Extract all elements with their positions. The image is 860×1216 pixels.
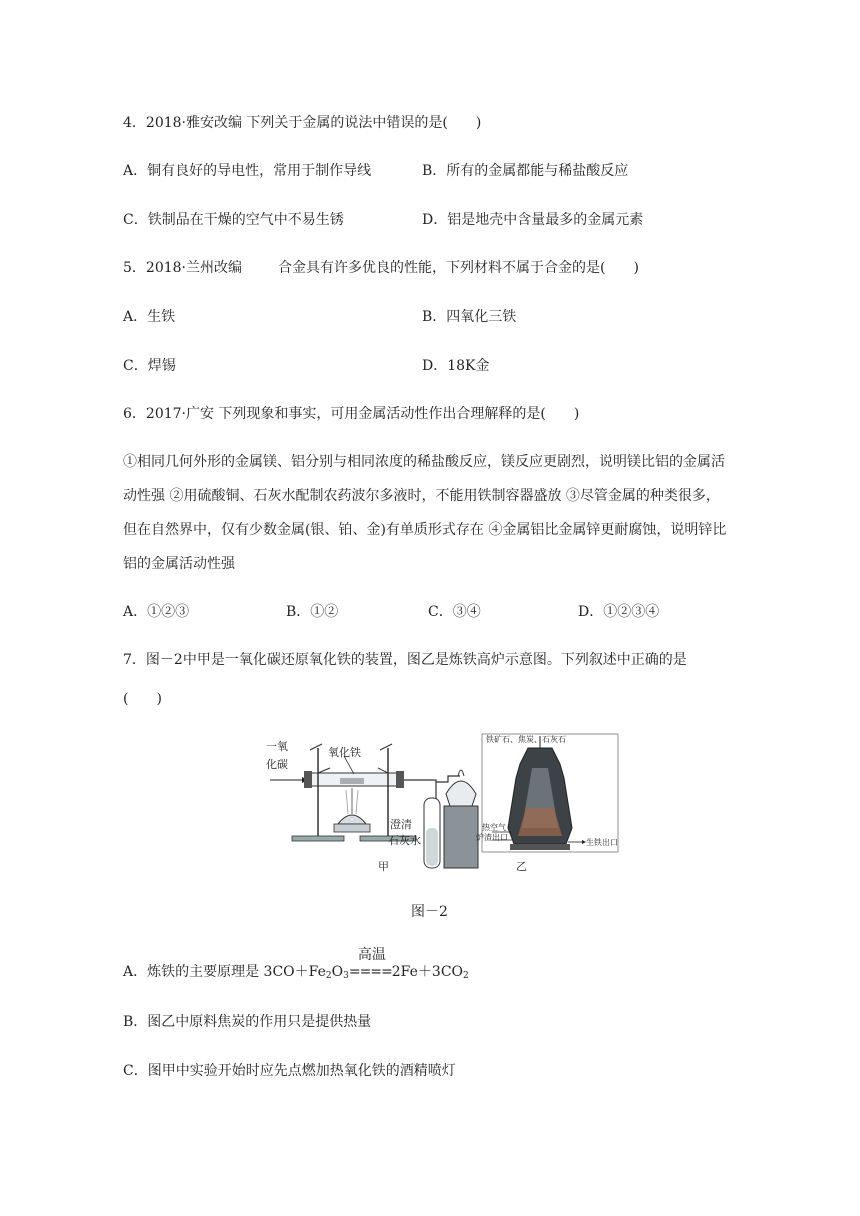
co-reduction-apparatus [270,744,478,868]
q6-statement-4: ④金属铝比金属锌更耐腐蚀，说明锌比铝的金属活动性强 [123,522,727,572]
label-furnace-top: 铁矿石、焦炭、石灰石 [486,735,566,744]
q7-option-b: B．图乙中原料焦炭的作用只是提供热量 [123,1014,372,1030]
q4-option-c: C．铁制品在干燥的空气中不易生锈 [123,212,344,228]
apparatus-figure [260,728,620,874]
label-co-1: 一氧 [266,741,288,753]
q6-option-b: B．①② [286,604,339,620]
q4-stem: 4．2018·雅安改编 下列关于金属的说法中错误的是( ) [123,115,482,131]
q5-option-d: D．18K金 [422,358,490,374]
reaction-condition-label: 高温 [357,947,386,963]
q7-stem-line2: ( ) [123,691,162,707]
q5-source: 5．2018·兰州改编 [123,260,242,276]
q6-statement-2: ②用硫酸铜、石灰水配制农药波尔多液时，不能用铁制容器盛放 [169,488,562,504]
q7-stem-line1: 7．图－2中甲是一氧化碳还原氧化铁的装置，图乙是炼铁高炉示意图。下列叙述中正确的是 [123,652,687,668]
q6-statements [123,445,733,581]
q6-statement-1: ①相同几何外形的金属镁、铝分别与相同浓度的稀盐酸反应，镁反应更剧烈，说明镁比铝的金属活动性强 [123,454,725,504]
figure-caption: 图－2 [411,904,448,920]
q7-option-a: A．炼铁的主要原理是 $3CO+Fe_2O_3$ 高温 $====2Fe+3CO_2$ [123,947,469,981]
q5-text: 合金具有许多优良的性能，下列材料不属于合金的是( ) [278,260,639,276]
q4-option-b: B．所有的金属都能与稀盐酸反应 [422,163,629,179]
reaction-condition: 高温 ==== [349,962,392,982]
q6-statement-3: ③尽管金属的种类很多，但在自然界中，仅有少数金属(银、铂、金)有单质形式存在 [123,488,720,538]
label-limewater-1: 澄清 [390,819,412,831]
label-slag-outlet: 炉渣出口 [476,833,508,842]
q5-option-b: B．四氧化三铁 [422,309,517,325]
q5-option-c: C．焊锡 [123,358,176,374]
q6-option-a: A．①②③ [123,604,190,620]
label-yi: 乙 [516,861,527,873]
label-hot-air: 热空气 [482,823,506,832]
q6-option-d: D．①②③④ [578,604,660,620]
label-jia: 甲 [378,861,389,873]
q5-option-a: A．生铁 [123,309,176,325]
label-iron-outlet: 生铁出口 [586,838,618,847]
q7-a-prefix: A．炼铁的主要原理是 3CO＋Fe [123,964,326,980]
q6-option-c: C．③④ [428,604,481,620]
label-co-2: 化碳 [266,759,288,771]
q7-option-c: C．图甲中实验开始时应先点燃加热氧化铁的酒精喷灯 [123,1063,456,1079]
label-iron-oxide: 氧化铁 [328,747,361,759]
q4-option-d: D．铝是地壳中含量最多的金属元素 [422,212,644,228]
label-limewater-2: 石灰水 [388,835,421,847]
q5-stem [123,258,639,278]
q7-a-suffix: 2Fe＋3CO [391,964,464,980]
q6-stem: 6．2017·广安 下列现象和事实，可用金属活动性作出合理解释的是( ) [123,406,580,422]
q4-option-a: A．铜有良好的导电性，常用于制作导线 [123,163,372,179]
